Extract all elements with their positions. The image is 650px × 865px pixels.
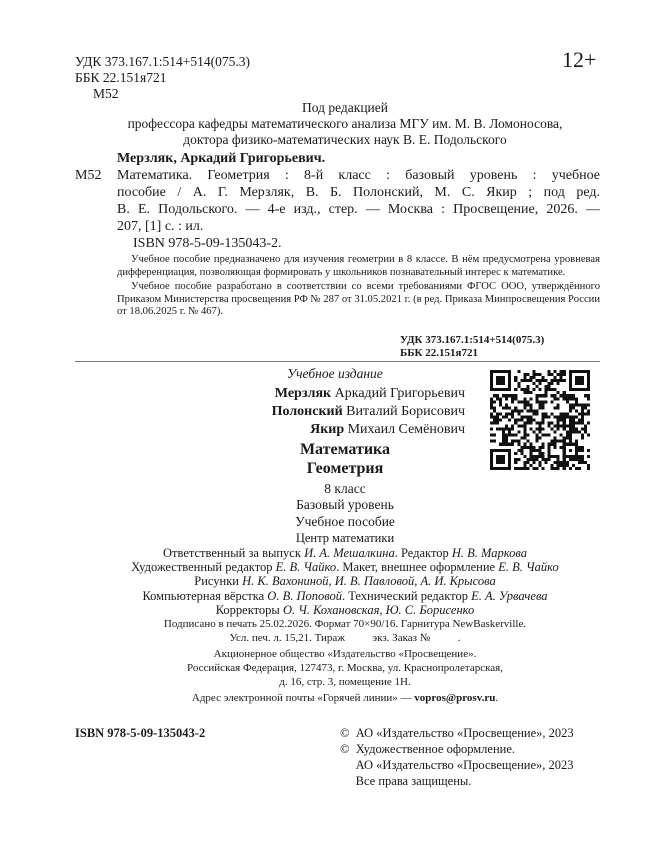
copyright-line: АО «Издательство «Просвещение», 2023 (340, 758, 574, 772)
catalog-bbk: ББК 22.151я721 (400, 347, 478, 359)
edition-type: Учебное издание (287, 366, 383, 381)
author-name: Виталий Борисович (346, 404, 465, 419)
credit-person: Н. В. Маркова (451, 546, 527, 560)
editor-note-2: профессора кафедры математического анализа МГУ им. М. В. Ломоносова, (127, 116, 563, 131)
copyright-line: © Художественное оформление. (340, 742, 516, 756)
grade: 8 класс (324, 481, 366, 496)
catalog-author: Мерзляк, Аркадий Григорьевич. (117, 151, 326, 166)
credit-role: Художественный редактор (131, 560, 276, 575)
credits-line (75, 546, 615, 560)
credits-line (75, 589, 615, 603)
email-link[interactable]: vopros@prosv.ru (414, 692, 496, 704)
author-surname: Полонский (271, 404, 343, 419)
annotation-para: Учебное пособие разработано в соответствии со всеми требованиями ФГОС ООО, утверждённого Приказом Министерства просвещения РФ № 287 от 31.05.2021 г. (в ред. Приказа Минпросвещения России от 18.06.2025 г. № 467). (117, 281, 600, 317)
credit-person: Е. В. Чайко (498, 560, 559, 575)
email-line (75, 692, 615, 705)
divider (75, 361, 600, 362)
credit-role: Ответственный за выпуск (163, 546, 305, 560)
book-kind: Учебное пособие (295, 514, 395, 529)
annotation (117, 254, 600, 321)
age-rating: 12+ (562, 47, 597, 72)
catalog-line: пособие / А. Г. Мерзляк, В. Б. Полонский, М. С. Якир ; под ред. (117, 185, 600, 200)
print-info-2: Усл. печ. л. 15,21. Тираж экз. Заказ № . (229, 632, 461, 644)
author-3 (310, 422, 465, 438)
credit-person: Е. В. Чайко (275, 560, 337, 575)
title-course: Геометрия (306, 460, 384, 477)
credit-role: . Макет, внешнее оформление (336, 560, 499, 575)
editor-note-1: Под редакцией (301, 100, 388, 115)
copyright-line: © АО «Издательство «Просвещение», 2023 (340, 726, 574, 740)
credits-line (75, 560, 615, 574)
print-info-1: Подписано в печать 25.02.2026. Формат 70×90/16. Гарнитура NewBaskerville. (163, 618, 527, 630)
level: Базовый уровень (296, 497, 394, 512)
credit-person: О. В. Поповой (267, 588, 342, 603)
email-end: . (495, 692, 499, 704)
author-1 (275, 386, 465, 402)
credit-role: Корректоры (215, 602, 283, 617)
credits-center: Центр математики (295, 531, 395, 545)
credit-role: Компьютерная вёрстка (142, 588, 268, 603)
credit-person: И. А. Мешалкина (304, 546, 395, 560)
author-surname: Якир (310, 422, 345, 437)
author-code: М52 (93, 86, 119, 101)
udk-header: УДК 373.167.1:514+514(075.3) (75, 54, 251, 69)
credit-person: Н. К. Вахониной, И. В. Павловой, А. И. Крысова (242, 574, 496, 589)
publisher-2: Российская Федерация, 127473, г. Москва, ул. Краснопролетарская, (187, 662, 503, 674)
credits-line (75, 574, 615, 588)
author-name: Михаил Семёнович (347, 422, 465, 437)
catalog-line: В. Е. Подольского. — 4-е изд., стер. — Москва : Просвещение, 2026. — (117, 202, 600, 217)
author-surname: Мерзляк (274, 386, 332, 401)
credit-role: . Технический редактор (342, 588, 472, 603)
footer-isbn: ISBN 978-5-09-135043-2 (75, 726, 206, 740)
catalog-isbn: ISBN 978-5-09-135043-2. (133, 236, 282, 251)
editor-note-3: доктора физико-математических наук В. Е. Подольского (183, 132, 507, 147)
author-2 (272, 404, 465, 420)
credit-role: . Редактор (394, 546, 452, 560)
credit-role: Рисунки (194, 574, 243, 589)
credit-person: О. Ч. Кохановская, Ю. С. Борисенко (282, 602, 475, 617)
credits-line (75, 603, 615, 617)
annotation-para: Учебное пособие предназначено для изучения геометрии в 8 классе. В нём предусмотрена уровневая дифференциация, позволяющая формировать у школьников познавательный интерес к математике. (117, 254, 600, 278)
publisher-3: д. 16, стр. 3, помещение 1Н. (279, 676, 411, 688)
publisher-1: Акционерное общество «Издательство «Просвещение». (213, 648, 477, 660)
title-subject: Математика (299, 441, 391, 458)
catalog-line: Математика. Геометрия : 8-й класс : базовый уровень : учебное (117, 168, 600, 183)
catalog-line: 207, [1] с. : ил. (117, 219, 204, 234)
credit-person: Е. А. Урвачева (471, 588, 548, 603)
catalog-code: М52 (75, 168, 102, 183)
author-name: Аркадий Григорьевич (334, 386, 465, 401)
email-label: Адрес электронной почты «Горячей линии» — (191, 692, 415, 704)
bbk-header: ББК 22.151я721 (75, 70, 167, 85)
catalog-udk: УДК 373.167.1:514+514(075.3) (400, 334, 545, 346)
copyright-line: Все права защищены. (340, 774, 472, 788)
